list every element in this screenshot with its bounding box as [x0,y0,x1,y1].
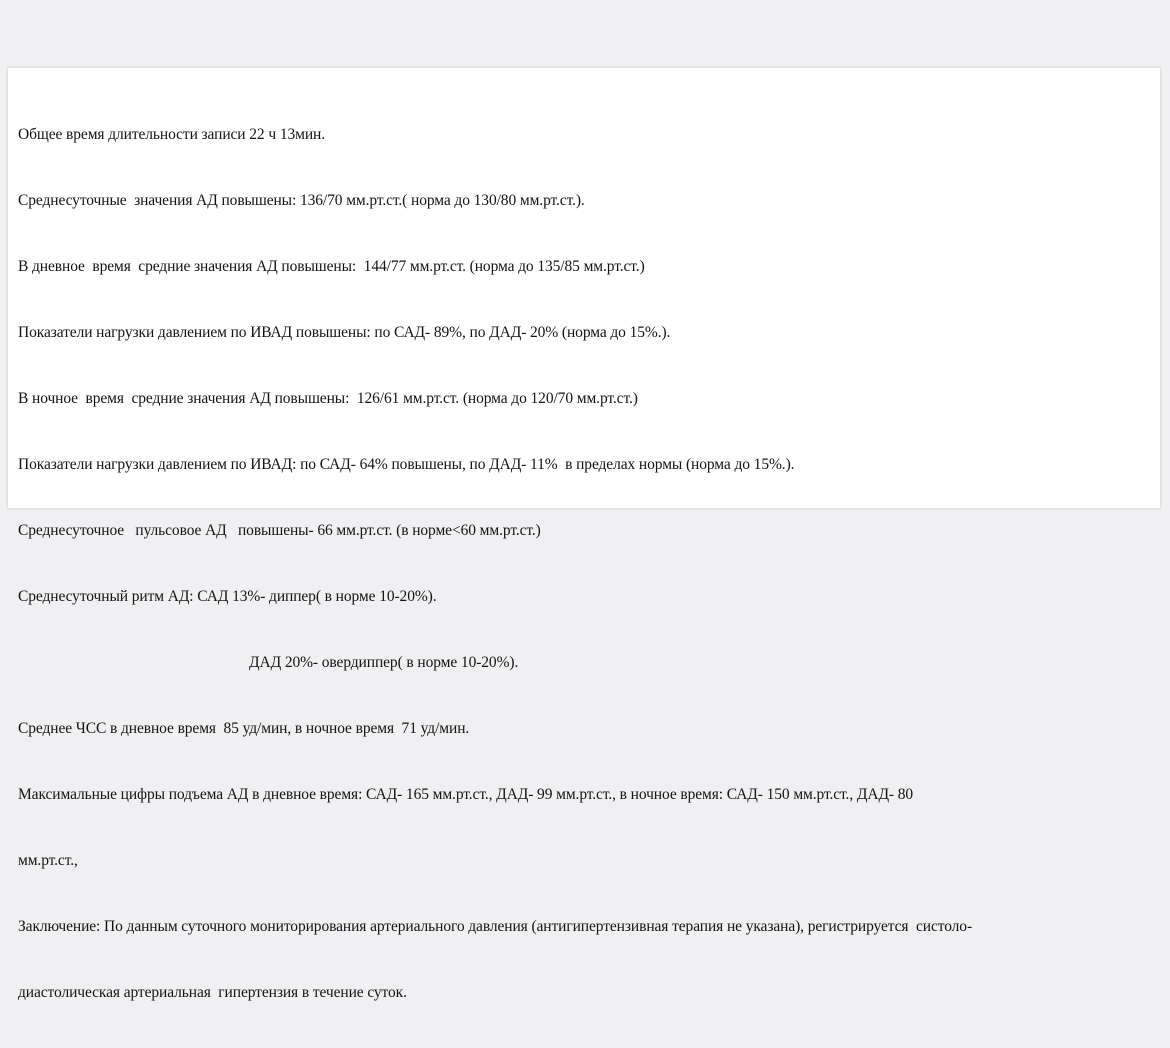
text-line-pulse-pressure: Среднесуточное пульсовое АД повышены- 66 мм.рт.ст. (в норме<60 мм.рт.ст.) [18,522,541,539]
text-line-rhythm-sad: Среднесуточный ритм АД: САД 13%- диппер( в норме 10-20%). [18,588,437,605]
text-line-night-bp: В ночное время средние значения АД повышены: 126/61 мм.рт.ст. (норма до 120/70 мм.рт.ст.) [18,390,638,407]
text-line-day-bp: В дневное время средние значения АД повышены: 144/77 мм.рт.ст. (норма до 135/85 мм.рт.ст.) [18,258,645,275]
text-line-rhythm-dad: ДАД 20%- овердиппер( в норме 10-20%). [249,654,519,671]
text-line-conclusion-cont: диастолическая артериальная гипертензия в течение суток. [18,984,407,1001]
text-line-max-bp-cont: мм.рт.ст., [18,852,78,869]
report-text [18,80,1150,1048]
document-page [8,68,1160,1001]
text-line-recording-duration: Общее время длительности записи 22 ч 13мин. [18,126,325,143]
text-line-conclusion: Заключение: По данным суточного мониторирования артериального давления (антигипертензивная терапия не указана), регистрируется систоло- [18,918,973,935]
text-line-day-load: Показатели нагрузки давлением по ИВАД повышены: по САД- 89%, по ДАД- 20% (норма до 15%.). [18,324,671,341]
text-line-night-load: Показатели нагрузки давлением по ИВАД: по САД- 64% повышены, по ДАД- 11% в пределах нормы (норма до 15%.). [18,456,795,473]
text-line-max-bp: Максимальные цифры подъема АД в дневное время: САД- 165 мм.рт.ст., ДАД- 99 мм.рт.ст., в ночное время: САД- 150 мм.рт.ст., ДАД- 80 [18,786,914,803]
text-line-heart-rate: Среднее ЧСС в дневное время 85 уд/мин, в ночное время 71 уд/мин. [18,720,470,737]
text-line-daily-bp: Среднесуточные значения АД повышены: 136/70 мм.рт.ст.( норма до 130/80 мм.рт.ст.). [18,192,585,209]
